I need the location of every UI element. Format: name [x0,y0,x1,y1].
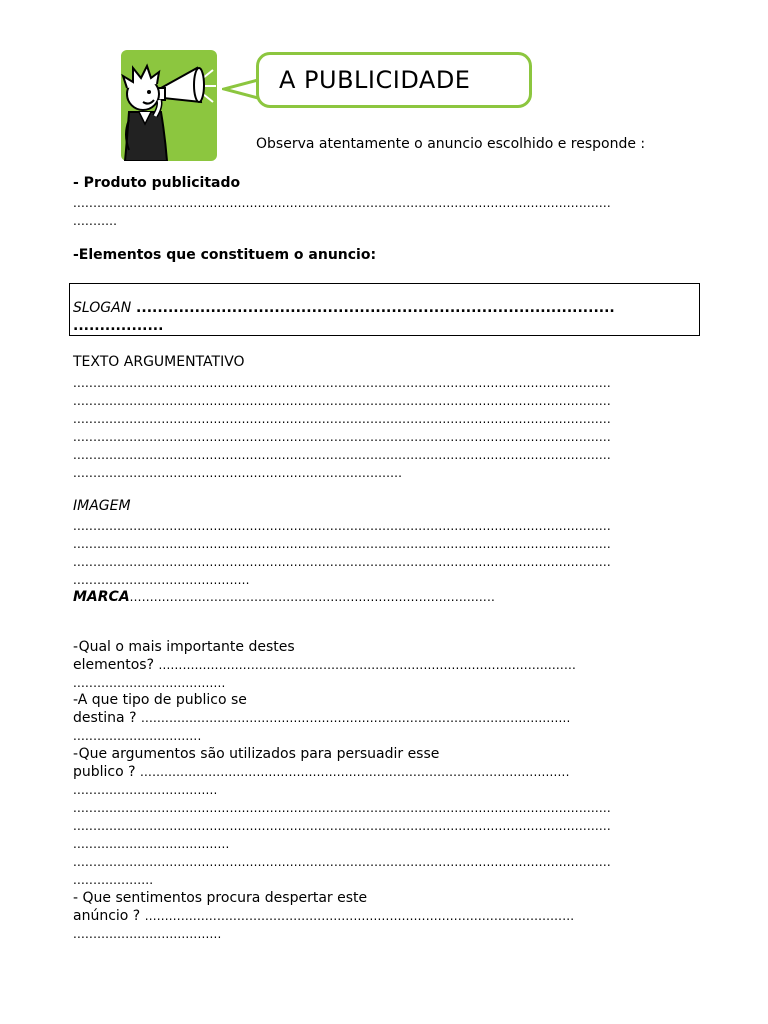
question-2-prefix: destina ? [73,710,141,726]
answer-line: ...................................... [73,676,226,690]
answer-line: ...................................................................................................................................... [73,819,611,833]
answer-line: ...................................................................................................................................... [73,801,611,815]
instruction-text: Observa atentamente o anuncio escolhido e responde : [256,136,646,152]
slogan-dots: .......................................................................................... [131,300,615,316]
question-3-answer [73,763,695,781]
boy-with-megaphone-icon [121,50,217,161]
slogan-dots-continued: ................. [73,318,164,334]
answer-line: ...................................................................................................................................... [73,519,611,533]
answer-line: ...................................................................................................................................... [73,376,611,390]
brand-label: MARCA [73,589,130,605]
answer-line: ....................................... [73,837,230,851]
answer-line: ...................................................................................................................................... [73,855,611,869]
answer-line: ...................................................................................................................................... [73,430,611,444]
question-3: -Que argumentos são utilizados para persuadir esse [73,746,440,762]
brand-dots: ........................................................................................... [129,590,495,604]
answer-line: ...................................................................................................................................... [73,196,611,210]
answer-line: ...................................................................................................................................... [73,448,611,462]
brand-line [73,588,693,606]
page-title: A PUBLICIDADE [279,66,471,94]
answer-dots: ........................................................................................................... [140,765,570,779]
argument-text-label: TEXTO ARGUMENTATIVO [73,354,245,370]
title-bubble [256,52,532,108]
answer-dots: ........................................................................................................... [140,711,571,725]
answer-line: .................................................................................. [73,466,403,480]
answer-line: ................................ [73,729,202,743]
illustration-box [121,50,217,161]
answer-line: ............................................ [73,573,250,587]
answer-line: ..................................... [73,927,222,941]
answer-dots: ........................................................................................................ [158,658,576,672]
question-2-answer [73,709,695,727]
question-1-prefix: elementos? [73,657,159,673]
product-label: - Produto publicitado [73,175,241,191]
question-1: -Qual o mais importante destes [73,639,295,655]
question-4: - Que sentimentos procura despertar este [73,890,368,906]
question-2: -A que tipo de publico se [73,692,247,708]
answer-dots: ........................................................................................................... [144,909,575,923]
answer-line: .................................... [73,783,218,797]
answer-line: ...................................................................................................................................... [73,537,611,551]
answer-line: ...................................................................................................................................... [73,412,611,426]
answer-line: ........... [73,214,118,228]
image-label: IMAGEM [73,498,131,514]
answer-line: ...................................................................................................................................... [73,555,611,569]
question-1-answer [73,656,695,674]
question-3-prefix: publico ? [73,764,141,780]
answer-line: .................... [73,873,154,887]
slogan-label: SLOGAN [73,300,132,316]
answer-line: ...................................................................................................................................... [73,394,611,408]
elements-label: -Elementos que constituem o anuncio: [73,247,377,263]
question-4-prefix: anúncio ? [73,908,145,924]
slogan-line [73,299,693,317]
question-4-answer [73,907,695,925]
